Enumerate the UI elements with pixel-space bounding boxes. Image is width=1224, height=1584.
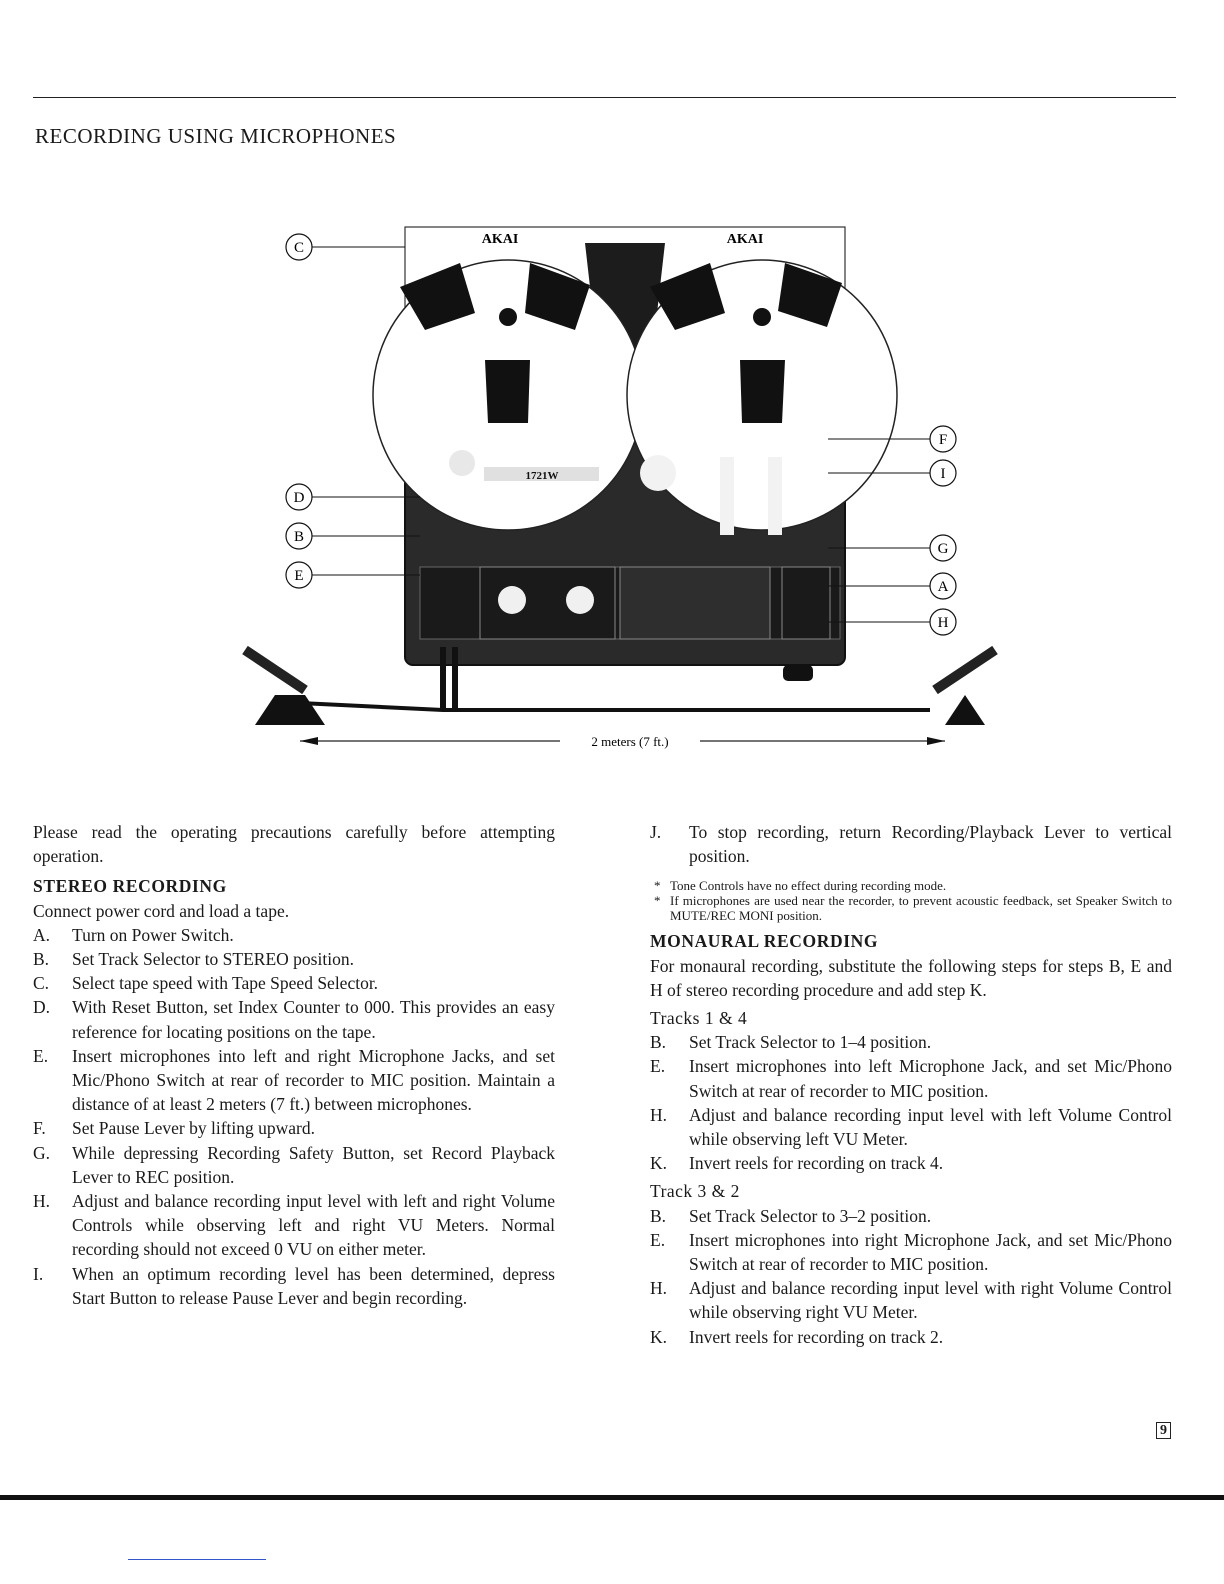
link-underline	[128, 1559, 266, 1560]
t32-step-b: B. Set Track Selector to 3–2 position.	[650, 1205, 932, 1226]
step-i: I. When an optimum recording level has been determined, depress Start Button to release Pause Lever and begin recording.	[33, 1263, 555, 1308]
step-d: D. With Reset Button, set Index Counter to 000. This provides an easy reference for locating positions on the tape.	[33, 997, 555, 1042]
step-e: E. Insert microphones into left and right Microphone Jacks, and set Mic/Phono Switch at rear of recorder to MIC position. Maintain a distance of at least 2 meters (7 ft.) between microphones.	[33, 1045, 555, 1115]
recorder-illustration	[230, 195, 1010, 765]
svg-text:G: G	[937, 541, 949, 557]
step-c: C. Select tape speed with Tape Speed Selector.	[33, 973, 379, 994]
step-a: A. Turn on Power Switch.	[33, 924, 234, 945]
step-f: F. Set Pause Lever by lifting upward.	[33, 1118, 316, 1139]
left-volume-knob	[498, 586, 526, 614]
distance-label: 2 meters (7 ft.)	[591, 734, 669, 749]
notes	[650, 878, 1172, 923]
tracks-1-4-label: Tracks 1 & 4	[650, 1008, 748, 1029]
power-panel	[782, 567, 830, 639]
right-volume-knob	[566, 586, 594, 614]
callout-a	[930, 573, 956, 599]
step-b: B. Set Track Selector to STEREO position.	[33, 949, 354, 970]
vu-meter-panel	[620, 567, 770, 639]
right-column	[650, 820, 1172, 1349]
note-2: * If microphones are used near the recorder, to prevent acoustic feedback, set Speaker Switch to MUTE/REC MONI position.	[654, 893, 1172, 924]
callout-c	[286, 234, 312, 260]
callout-e	[286, 562, 312, 588]
callout-h	[930, 609, 956, 635]
top-rule	[33, 97, 1176, 98]
note-1: * Tone Controls have no effect during recording mode.	[654, 878, 947, 894]
step-h: H. Adjust and balance recording input level with left and right Volume Controls while observing left and right VU Meters. Normal recording should not exceed 0 VU on either meter.	[33, 1191, 555, 1260]
tracks-3-2-label: Track 3 & 2	[650, 1181, 740, 1202]
intro-text: Please read the operating precautions carefully before attempting operation.	[33, 822, 555, 867]
t32-step-e: E. Insert microphones into right Microphone Jack, and set Mic/Phono Switch at rear of recorder to MIC position.	[650, 1229, 1172, 1275]
svg-text:C: C	[293, 240, 305, 256]
callout-i	[930, 460, 956, 486]
t14-step-b: B. Set Track Selector to 1–4 position.	[650, 1032, 932, 1053]
t14-step-k: K. Invert reels for recording on track 4.	[650, 1153, 944, 1174]
playback-lever	[768, 457, 782, 535]
record-lever	[720, 457, 734, 535]
page-title: RECORDING USING MICROPHONES	[35, 124, 397, 148]
brand-left: AKAI	[481, 232, 519, 247]
t14-step-e: E. Insert microphones into left Microphone Jack, and set Mic/Phono Switch at rear of recorder to MIC position.	[650, 1056, 1172, 1101]
monaural-heading: MONAURAL RECORDING	[650, 931, 879, 952]
svg-text:I: I	[940, 466, 946, 482]
svg-text:E: E	[294, 568, 304, 584]
power-knob	[449, 450, 475, 476]
callout-f	[930, 426, 956, 452]
left-column	[33, 820, 555, 1310]
t32-step-h: H. Adjust and balance recording input level with right Volume Control while observing right VU Meter.	[650, 1278, 1172, 1323]
left-microphone	[245, 650, 325, 725]
callout-b	[286, 523, 312, 549]
step-j: J. To stop recording, return Recording/Playback Lever to vertical position.	[650, 822, 1172, 867]
step-g: G. While depressing Recording Safety Button, set Record Playback Lever to REC position.	[33, 1142, 555, 1187]
page-number: 9	[1156, 1422, 1171, 1439]
t14-step-h: H. Adjust and balance recording input level with left Volume Control while observing left VU Meter.	[650, 1104, 1172, 1150]
svg-text:F: F	[938, 432, 948, 448]
callout-d	[286, 484, 312, 510]
svg-text:A: A	[937, 579, 949, 595]
model-badge: 1721W	[525, 470, 559, 482]
svg-text:H: H	[937, 615, 949, 631]
stereo-heading: STEREO RECORDING	[33, 876, 227, 897]
svg-text:D: D	[293, 490, 305, 506]
svg-text:B: B	[293, 529, 305, 545]
t32-step-k: K. Invert reels for recording on track 2.	[650, 1326, 944, 1347]
stereo-lead: Connect power cord and load a tape.	[33, 900, 290, 921]
bottom-rule	[0, 1495, 1224, 1500]
right-microphone	[935, 650, 995, 725]
pause-lever-knob	[640, 455, 676, 491]
callout-g	[930, 535, 956, 561]
monaural-intro: For monaural recording, substitute the following steps for steps B, E and H of stereo recording procedure and add step K.	[650, 955, 1172, 1000]
brand-right: AKAI	[726, 232, 764, 247]
